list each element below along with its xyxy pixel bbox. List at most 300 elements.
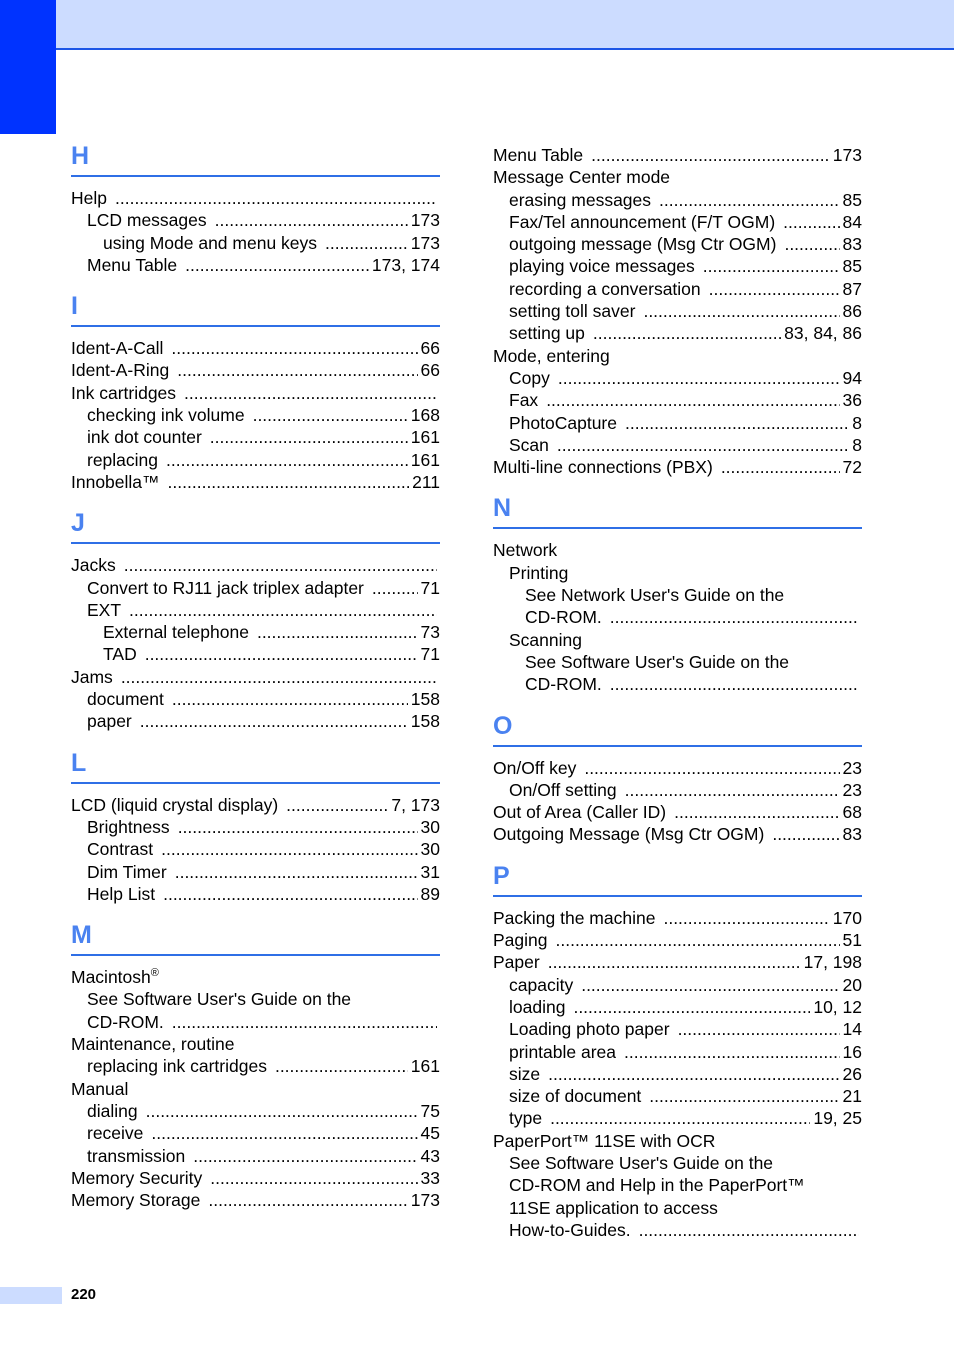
- entry-term: [71, 794, 278, 816]
- entry-term-text: Convert to RJ11 jack triplex adapter: [87, 577, 364, 598]
- index-section: [71, 921, 440, 1211]
- entry-term: [493, 801, 666, 823]
- dot-leader: [151, 1122, 417, 1144]
- entry-page-ref: 168: [410, 405, 440, 426]
- entry-term: [71, 966, 159, 988]
- entry-term-text: printable area: [509, 1041, 617, 1062]
- index-entry: [493, 300, 862, 322]
- index-entry: [71, 599, 440, 621]
- index-entry: [71, 577, 440, 599]
- index-entry: [71, 883, 440, 905]
- dot-leader: [783, 211, 839, 233]
- entry-term: [71, 359, 169, 381]
- entry-page-ref: 31: [420, 861, 440, 882]
- entry-term: [509, 255, 695, 277]
- dot-leader: [115, 187, 437, 209]
- dot-leader: [193, 1145, 417, 1167]
- entry-term-text: setting toll saver: [509, 301, 636, 322]
- index-entry: [493, 434, 862, 456]
- entry-term-text: See Network User's Guide on the: [525, 585, 785, 606]
- entry-term: [509, 974, 573, 996]
- section-rule: [71, 542, 440, 544]
- dot-leader: [546, 389, 839, 411]
- entry-term: [493, 929, 548, 951]
- entry-term-text: Packing the machine: [493, 907, 656, 928]
- entry-term-text: LCD messages: [87, 210, 207, 231]
- entry-term-text: Paging: [493, 930, 548, 951]
- index-entry: [493, 1152, 862, 1174]
- entry-term-text: checking ink volume: [87, 405, 245, 426]
- index-section: [71, 142, 440, 276]
- section-letter: J: [71, 509, 85, 538]
- entry-page-ref: 94: [842, 367, 862, 388]
- index-entry: [493, 801, 862, 823]
- dot-leader: [215, 209, 408, 231]
- entry-term-text: How-to-Guides.: [509, 1219, 631, 1240]
- entry-page-ref: 173, 174: [371, 254, 440, 275]
- index-section: [493, 862, 862, 1241]
- entry-page-ref: 173: [410, 1190, 440, 1211]
- section-rule: [493, 527, 862, 529]
- entry-term-text: Out of Area (Caller ID): [493, 802, 667, 823]
- section-letter: P: [493, 861, 510, 890]
- entry-page-ref: 84: [842, 211, 862, 232]
- entry-term: [71, 666, 113, 688]
- entry-term-text: Printing: [509, 562, 569, 583]
- index-entry: [493, 996, 862, 1018]
- entry-term-text: Ident-A-Call: [71, 338, 164, 359]
- index-entry: [493, 144, 862, 166]
- entry-term-text: Fax: [509, 390, 539, 411]
- entry-term-text: Brightness: [87, 816, 170, 837]
- dot-leader: [325, 232, 408, 254]
- index-section: [493, 494, 862, 695]
- dot-leader: [275, 1055, 408, 1077]
- entry-term: [103, 643, 137, 665]
- entry-term-text: transmission: [87, 1145, 186, 1166]
- entry-page-ref: 161: [410, 449, 440, 470]
- entry-page-ref: 170: [832, 907, 862, 928]
- entry-page-ref: 7, 173: [391, 794, 440, 815]
- entry-term: [525, 584, 784, 606]
- index-entry: [71, 404, 440, 426]
- index-entry: [71, 187, 440, 209]
- entry-term-text: Loading photo paper: [509, 1019, 670, 1040]
- entry-term-text: dialing: [87, 1100, 138, 1121]
- section-rule: [493, 745, 862, 747]
- entry-term-text: Contrast: [87, 839, 154, 860]
- entry-term: [509, 996, 565, 1018]
- entry-term-text: size: [509, 1063, 541, 1084]
- entry-page-ref: 19, 25: [813, 1108, 862, 1129]
- entry-page-ref: 36: [842, 390, 862, 411]
- entry-term: [509, 434, 549, 456]
- dot-leader: [548, 1063, 839, 1085]
- dot-leader: [703, 255, 840, 277]
- entry-term: [87, 209, 207, 231]
- entry-term-text: Scanning: [509, 629, 582, 650]
- entry-term-text: using Mode and menu keys: [103, 232, 318, 253]
- entry-term: [509, 412, 617, 434]
- index-entry: [493, 929, 862, 951]
- entry-term-text: CD-ROM.: [525, 607, 602, 628]
- entry-term: [509, 300, 635, 322]
- entry-term: [87, 254, 177, 276]
- entry-term: [87, 988, 351, 1010]
- index-entry: [71, 1189, 440, 1211]
- entry-term-text: Mode, entering: [493, 345, 610, 366]
- section-rule: [493, 895, 862, 897]
- index-column-right: [493, 144, 862, 1241]
- entry-term-text: size of document: [509, 1086, 642, 1107]
- entry-term: [493, 345, 610, 367]
- index-entry: [493, 278, 862, 300]
- entry-page-ref: 173: [832, 145, 862, 165]
- section-letter: N: [493, 494, 512, 523]
- entry-term-text: Maintenance, routine: [71, 1034, 235, 1055]
- index-entry: [71, 816, 440, 838]
- section-letter: I: [71, 292, 78, 321]
- entry-term-text: Multi-line connections (PBX): [493, 457, 713, 478]
- entry-page-ref: 10, 12: [813, 996, 862, 1017]
- section-rule: [71, 954, 440, 956]
- dot-leader: [177, 359, 417, 381]
- index-entry: [493, 539, 862, 561]
- entry-term: [493, 907, 655, 929]
- entry-term: [493, 1130, 715, 1152]
- entry-list: [493, 757, 862, 846]
- entry-page-ref: 75: [420, 1100, 440, 1121]
- entry-term-text: TAD: [103, 644, 137, 665]
- section-letter: O: [493, 711, 513, 740]
- entry-term-text: CD-ROM.: [525, 674, 602, 695]
- index-entry: [71, 966, 440, 988]
- index-entry: [71, 688, 440, 710]
- dot-leader: [593, 322, 781, 344]
- entry-page-ref: 66: [420, 338, 440, 359]
- entry-page-ref: 72: [842, 457, 862, 478]
- index-entry: [493, 606, 862, 628]
- index-entry: [71, 621, 440, 643]
- dot-leader: [625, 412, 849, 434]
- entry-page-ref: 71: [420, 577, 440, 598]
- dot-leader: [124, 554, 437, 576]
- entry-page-ref: 83: [842, 824, 862, 845]
- entry-term: [509, 278, 701, 300]
- entry-term-text: PhotoCapture: [509, 412, 617, 433]
- dot-leader: [163, 883, 417, 905]
- index-entry: [493, 255, 862, 277]
- entry-list: [493, 539, 862, 695]
- entry-term-text: Ink cartridges: [71, 382, 177, 403]
- entry-term-text: Paper: [493, 952, 540, 973]
- entry-term-text: Memory Security: [71, 1167, 203, 1188]
- entry-page-ref: 45: [420, 1123, 440, 1144]
- index-entry: [71, 861, 440, 883]
- dot-leader: [121, 666, 437, 688]
- entry-page-ref: 30: [420, 839, 440, 860]
- entry-page-ref: 173: [410, 210, 440, 231]
- dot-leader: [721, 456, 840, 478]
- entry-list: [71, 187, 440, 276]
- index-entry: [493, 823, 862, 845]
- entry-term-text: document: [87, 689, 164, 710]
- entry-page-ref: 68: [842, 802, 862, 823]
- entry-page-ref: 43: [420, 1145, 440, 1166]
- index-entry: [493, 562, 862, 584]
- entry-term: [509, 233, 776, 255]
- index-section: [71, 749, 440, 905]
- registered-mark: ®: [150, 967, 159, 980]
- index-section: [71, 509, 440, 732]
- dot-leader: [171, 337, 417, 359]
- entry-list: [493, 907, 862, 1241]
- entry-term-text: PaperPort™ 11SE with OCR: [493, 1130, 716, 1151]
- entry-term-text: Fax/Tel announcement (F/T OGM): [509, 211, 776, 232]
- dot-leader: [168, 471, 410, 493]
- entry-term-text: See Software User's Guide on the: [509, 1152, 774, 1173]
- entry-page-ref: 33: [420, 1167, 440, 1188]
- entry-term-text: recording a conversation: [509, 278, 701, 299]
- dot-leader: [663, 907, 829, 929]
- entry-term-text: capacity: [509, 974, 574, 995]
- index-entry: [493, 456, 862, 478]
- entry-term: [493, 166, 670, 188]
- entry-term-text: type: [509, 1108, 543, 1129]
- entry-term: [493, 823, 764, 845]
- entry-list: [71, 554, 440, 732]
- entry-term: [71, 1078, 128, 1100]
- section-rule: [71, 782, 440, 784]
- dot-leader: [550, 1107, 810, 1129]
- dot-leader: [610, 673, 859, 695]
- entry-term: [71, 1189, 200, 1211]
- entry-term-text: See Software User's Guide on the: [87, 989, 352, 1010]
- entry-list: [71, 337, 440, 493]
- index-entry: [71, 1122, 440, 1144]
- entry-term-text: replacing ink cartridges: [87, 1056, 267, 1077]
- index-entry: [493, 1219, 862, 1241]
- entry-page-ref: 83: [842, 234, 862, 255]
- index-entry: [493, 974, 862, 996]
- index-entry: [493, 189, 862, 211]
- dot-leader: [591, 144, 830, 166]
- entry-page-ref: 161: [410, 427, 440, 448]
- entry-page-ref: 21: [842, 1086, 862, 1107]
- entry-term-text: Memory Storage: [71, 1190, 201, 1211]
- entry-term: [87, 688, 164, 710]
- index-entry: [71, 1033, 440, 1055]
- entry-term: [509, 1174, 805, 1196]
- index-entry: [71, 382, 440, 404]
- entry-page-ref: 17, 198: [803, 952, 862, 973]
- entry-term: [71, 382, 176, 404]
- index-entry: [493, 907, 862, 929]
- entry-term-text: Menu Table: [87, 254, 178, 275]
- entry-term: [71, 471, 160, 493]
- entry-term: [509, 189, 651, 211]
- entry-term: [87, 404, 245, 426]
- index-entry: [71, 1011, 440, 1033]
- dot-leader: [639, 1219, 859, 1241]
- entry-page-ref: 71: [420, 644, 440, 665]
- dot-leader: [557, 434, 849, 456]
- entry-term-text: CD-ROM and Help in the PaperPort™: [509, 1175, 805, 1196]
- dot-leader: [573, 996, 810, 1018]
- dot-leader: [584, 757, 839, 779]
- index-entry: [493, 1041, 862, 1063]
- index-entry: [71, 1055, 440, 1077]
- entry-term: [493, 757, 576, 779]
- dot-leader: [772, 823, 839, 845]
- entry-term-text: Menu Table: [493, 145, 584, 165]
- dot-leader: [253, 404, 408, 426]
- entry-term: [509, 211, 775, 233]
- index-entry: [71, 554, 440, 576]
- entry-term: [509, 1152, 773, 1174]
- entry-term-text: ink dot counter: [87, 427, 202, 448]
- section-rule: [71, 175, 440, 177]
- dot-leader: [145, 643, 418, 665]
- dot-leader: [210, 426, 408, 448]
- entry-page-ref: 161: [410, 1056, 440, 1077]
- dot-leader: [172, 688, 408, 710]
- dot-leader: [172, 1011, 437, 1033]
- dot-leader: [548, 951, 801, 973]
- entry-term-text: Message Center mode: [493, 167, 671, 188]
- index-entry: [71, 449, 440, 471]
- entry-page-ref: 211: [412, 471, 440, 492]
- index-entry: [71, 1100, 440, 1122]
- entry-page-ref: 26: [842, 1063, 862, 1084]
- index-entry: [493, 1018, 862, 1040]
- entry-term-text: receive: [87, 1123, 144, 1144]
- entry-page-ref: 23: [842, 757, 862, 778]
- index-entry: [71, 794, 440, 816]
- index-entry: [71, 838, 440, 860]
- entry-term-text: On/Off setting: [509, 779, 617, 800]
- entry-page-ref: 16: [842, 1041, 862, 1062]
- entry-term: [525, 673, 602, 695]
- dot-leader: [178, 816, 418, 838]
- index-entry: [493, 951, 862, 973]
- entry-term-text: 11SE application to access: [509, 1197, 718, 1218]
- index-entry: [71, 1145, 440, 1167]
- index-entry: [493, 389, 862, 411]
- dot-leader: [372, 577, 418, 599]
- entry-page-ref: 85: [842, 256, 862, 277]
- entry-page-ref: 158: [410, 689, 440, 710]
- entry-term: [87, 449, 158, 471]
- entry-term: [71, 554, 116, 576]
- index-entry: [493, 629, 862, 651]
- section-letter: M: [71, 921, 92, 950]
- entry-term: [87, 861, 167, 883]
- dot-leader: [556, 929, 840, 951]
- entry-term-text: Network: [493, 540, 558, 561]
- entry-term: [509, 1107, 542, 1129]
- index-entry: [493, 651, 862, 673]
- entry-term: [87, 1145, 185, 1167]
- entry-term: [71, 1033, 234, 1055]
- entry-page-ref: 86: [842, 301, 862, 322]
- entry-term-text: Outgoing Message (Msg Ctr OGM): [493, 824, 765, 845]
- entry-term-text: erasing messages: [509, 189, 652, 210]
- dot-leader: [674, 801, 839, 823]
- entry-term-text: On/Off key: [493, 757, 577, 778]
- index-entry: [71, 232, 440, 254]
- entry-term-text: loading: [509, 996, 566, 1017]
- entry-page-ref: 23: [842, 779, 862, 800]
- entry-page-ref: 73: [420, 622, 440, 643]
- entry-term: [509, 367, 550, 389]
- entry-term: [509, 1197, 718, 1219]
- entry-term: [103, 232, 317, 254]
- dot-leader: [146, 1100, 418, 1122]
- index-entry: [493, 345, 862, 367]
- entry-term-text: EXT: [87, 599, 122, 620]
- entry-term: [509, 322, 585, 344]
- index-entry: [71, 359, 440, 381]
- entry-term-text: paper: [87, 711, 132, 732]
- index-entry: [493, 1130, 862, 1152]
- index-entry: [71, 1167, 440, 1189]
- entry-term-text: Ident-A-Ring: [71, 360, 170, 381]
- entry-term: [87, 1100, 138, 1122]
- entry-term: [509, 1063, 540, 1085]
- index-entry: [493, 322, 862, 344]
- entry-list: [71, 966, 440, 1211]
- entry-term: [87, 883, 155, 905]
- dot-leader: [210, 1167, 417, 1189]
- entry-page-ref: 173: [410, 232, 440, 253]
- dot-leader: [643, 300, 839, 322]
- entry-term: [509, 1041, 616, 1063]
- entry-term-text: Macintosh: [71, 967, 151, 988]
- index-entry: [493, 1085, 862, 1107]
- entry-term: [87, 1011, 164, 1033]
- index-entry: [71, 209, 440, 231]
- entry-term: [493, 951, 540, 973]
- dot-leader: [185, 254, 369, 276]
- index-entry: [71, 643, 440, 665]
- chapter-tab-block: [0, 0, 56, 134]
- dot-leader: [208, 1189, 407, 1211]
- index-section: [71, 292, 440, 493]
- index-entry: [71, 666, 440, 688]
- entry-term: [509, 389, 538, 411]
- index-entry: [71, 426, 440, 448]
- index-entry: [493, 779, 862, 801]
- dot-leader: [784, 233, 839, 255]
- entry-term-text: Jams: [71, 666, 113, 687]
- dot-leader: [140, 710, 408, 732]
- index-entry: [71, 710, 440, 732]
- page-number: 220: [71, 1286, 97, 1303]
- index-entry: [493, 166, 862, 188]
- entry-term-text: Help: [71, 188, 107, 208]
- dot-leader: [649, 1085, 839, 1107]
- entry-page-ref: 83, 84, 86: [784, 323, 862, 344]
- index-section: [493, 144, 862, 478]
- index-entry: [71, 337, 440, 359]
- entry-term: [509, 629, 582, 651]
- dot-leader: [709, 278, 840, 300]
- index-entry: [493, 1063, 862, 1085]
- entry-page-ref: 20: [842, 974, 862, 995]
- index-entry: [493, 1197, 862, 1219]
- entry-term: [103, 621, 249, 643]
